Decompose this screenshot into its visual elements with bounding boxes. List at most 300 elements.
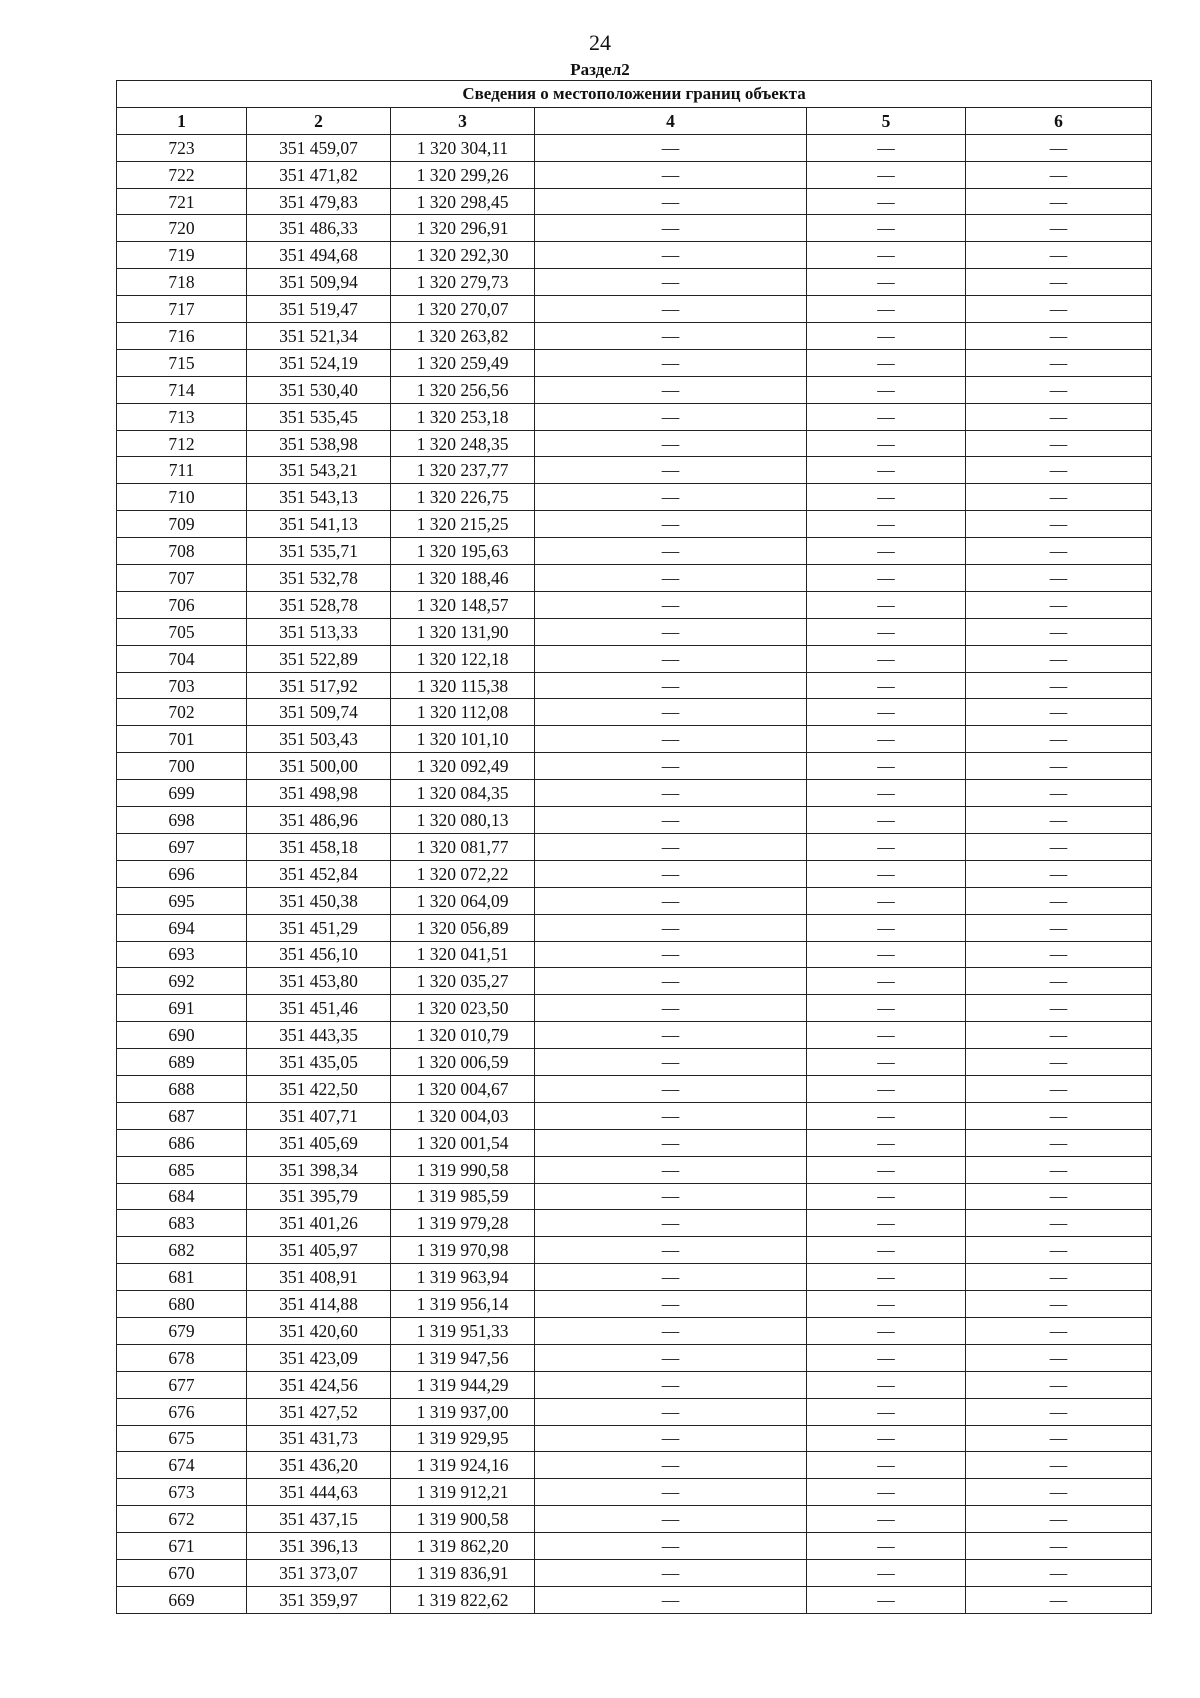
x-coordinate-cell: 351 535,45 [247, 403, 391, 430]
table-row [117, 941, 1152, 968]
x-coordinate-cell: 351 535,71 [247, 538, 391, 565]
column-6-cell: — [966, 269, 1152, 296]
x-coordinate-cell: 351 443,35 [247, 1022, 391, 1049]
table-row [117, 1049, 1152, 1076]
column-4-cell: — [535, 591, 807, 618]
point-number-cell: 699 [117, 780, 247, 807]
y-coordinate-cell: 1 320 299,26 [391, 161, 535, 188]
table-row [117, 1156, 1152, 1183]
point-number-cell: 679 [117, 1317, 247, 1344]
column-header: 1 [117, 107, 247, 134]
column-5-cell: — [807, 349, 966, 376]
column-5-cell: — [807, 1344, 966, 1371]
column-6-cell: — [966, 538, 1152, 565]
y-coordinate-cell: 1 319 947,56 [391, 1344, 535, 1371]
column-5-cell: — [807, 780, 966, 807]
point-number-cell: 689 [117, 1049, 247, 1076]
column-4-cell: — [535, 618, 807, 645]
column-5-cell: — [807, 323, 966, 350]
y-coordinate-cell: 1 319 985,59 [391, 1183, 535, 1210]
boundary-coordinates-table [116, 80, 1152, 1614]
x-coordinate-cell: 351 453,80 [247, 968, 391, 995]
column-5-cell: — [807, 726, 966, 753]
y-coordinate-cell: 1 319 924,16 [391, 1452, 535, 1479]
point-number-cell: 674 [117, 1452, 247, 1479]
x-coordinate-cell: 351 424,56 [247, 1371, 391, 1398]
y-coordinate-cell: 1 320 080,13 [391, 807, 535, 834]
x-coordinate-cell: 351 395,79 [247, 1183, 391, 1210]
y-coordinate-cell: 1 320 035,27 [391, 968, 535, 995]
point-number-cell: 716 [117, 323, 247, 350]
column-5-cell: — [807, 403, 966, 430]
point-number-cell: 722 [117, 161, 247, 188]
column-6-cell: — [966, 1183, 1152, 1210]
column-6-cell: — [966, 1049, 1152, 1076]
point-number-cell: 680 [117, 1291, 247, 1318]
column-4-cell: — [535, 914, 807, 941]
point-number-cell: 717 [117, 296, 247, 323]
column-6-cell: — [966, 161, 1152, 188]
column-5-cell: — [807, 1049, 966, 1076]
table-row [117, 1075, 1152, 1102]
y-coordinate-cell: 1 319 970,98 [391, 1237, 535, 1264]
x-coordinate-cell: 351 407,71 [247, 1102, 391, 1129]
column-5-cell: — [807, 1183, 966, 1210]
column-6-cell: — [966, 753, 1152, 780]
column-4-cell: — [535, 269, 807, 296]
point-number-cell: 714 [117, 376, 247, 403]
point-number-cell: 671 [117, 1533, 247, 1560]
column-4-cell: — [535, 403, 807, 430]
x-coordinate-cell: 351 494,68 [247, 242, 391, 269]
column-4-cell: — [535, 1559, 807, 1586]
table-row [117, 1022, 1152, 1049]
table-row [117, 1371, 1152, 1398]
point-number-cell: 676 [117, 1398, 247, 1425]
x-coordinate-cell: 351 437,15 [247, 1506, 391, 1533]
point-number-cell: 710 [117, 484, 247, 511]
column-6-cell: — [966, 1479, 1152, 1506]
x-coordinate-cell: 351 532,78 [247, 565, 391, 592]
table-row [117, 1129, 1152, 1156]
column-4-cell: — [535, 941, 807, 968]
table-row [117, 645, 1152, 672]
point-number-cell: 694 [117, 914, 247, 941]
table-row [117, 349, 1152, 376]
x-coordinate-cell: 351 486,33 [247, 215, 391, 242]
table-row [117, 699, 1152, 726]
x-coordinate-cell: 351 359,97 [247, 1586, 391, 1613]
y-coordinate-cell: 1 319 912,21 [391, 1479, 535, 1506]
column-4-cell: — [535, 780, 807, 807]
y-coordinate-cell: 1 320 006,59 [391, 1049, 535, 1076]
point-number-cell: 720 [117, 215, 247, 242]
column-6-cell: — [966, 1022, 1152, 1049]
column-4-cell: — [535, 242, 807, 269]
column-4-cell: — [535, 215, 807, 242]
point-number-cell: 705 [117, 618, 247, 645]
point-number-cell: 711 [117, 457, 247, 484]
y-coordinate-cell: 1 320 298,45 [391, 188, 535, 215]
column-5-cell: — [807, 645, 966, 672]
column-5-cell: — [807, 887, 966, 914]
column-6-cell: — [966, 1533, 1152, 1560]
column-5-cell: — [807, 1533, 966, 1560]
column-4-cell: — [535, 1291, 807, 1318]
point-number-cell: 685 [117, 1156, 247, 1183]
table-row [117, 726, 1152, 753]
table-row [117, 376, 1152, 403]
point-number-cell: 715 [117, 349, 247, 376]
table-row [117, 1183, 1152, 1210]
column-6-cell: — [966, 1506, 1152, 1533]
point-number-cell: 707 [117, 565, 247, 592]
column-header: 3 [391, 107, 535, 134]
column-5-cell: — [807, 1156, 966, 1183]
column-4-cell: — [535, 1075, 807, 1102]
table-row [117, 188, 1152, 215]
point-number-cell: 704 [117, 645, 247, 672]
column-4-cell: — [535, 1398, 807, 1425]
column-4-cell: — [535, 968, 807, 995]
point-number-cell: 672 [117, 1506, 247, 1533]
column-6-cell: — [966, 323, 1152, 350]
y-coordinate-cell: 1 320 270,07 [391, 296, 535, 323]
x-coordinate-cell: 351 509,74 [247, 699, 391, 726]
y-coordinate-cell: 1 320 023,50 [391, 995, 535, 1022]
point-number-cell: 697 [117, 833, 247, 860]
y-coordinate-cell: 1 320 148,57 [391, 591, 535, 618]
table-row [117, 1559, 1152, 1586]
column-4-cell: — [535, 1506, 807, 1533]
column-5-cell: — [807, 672, 966, 699]
point-number-cell: 713 [117, 403, 247, 430]
column-4-cell: — [535, 1129, 807, 1156]
y-coordinate-cell: 1 319 956,14 [391, 1291, 535, 1318]
column-4-cell: — [535, 1183, 807, 1210]
table-row [117, 1479, 1152, 1506]
column-6-cell: — [966, 1398, 1152, 1425]
y-coordinate-cell: 1 320 296,91 [391, 215, 535, 242]
x-coordinate-cell: 351 543,21 [247, 457, 391, 484]
table-row [117, 1586, 1152, 1613]
column-6-cell: — [966, 699, 1152, 726]
y-coordinate-cell: 1 320 112,08 [391, 699, 535, 726]
column-5-cell: — [807, 1075, 966, 1102]
table-row [117, 565, 1152, 592]
column-4-cell: — [535, 1102, 807, 1129]
column-4-cell: — [535, 1264, 807, 1291]
x-coordinate-cell: 351 435,05 [247, 1049, 391, 1076]
column-6-cell: — [966, 1371, 1152, 1398]
table-row [117, 591, 1152, 618]
y-coordinate-cell: 1 320 056,89 [391, 914, 535, 941]
y-coordinate-cell: 1 320 215,25 [391, 511, 535, 538]
point-number-cell: 723 [117, 134, 247, 161]
column-5-cell: — [807, 215, 966, 242]
point-number-cell: 700 [117, 753, 247, 780]
table-row [117, 269, 1152, 296]
y-coordinate-cell: 1 320 115,38 [391, 672, 535, 699]
column-6-cell: — [966, 618, 1152, 645]
column-4-cell: — [535, 1049, 807, 1076]
point-number-cell: 678 [117, 1344, 247, 1371]
column-6-cell: — [966, 645, 1152, 672]
table-row [117, 538, 1152, 565]
column-4-cell: — [535, 296, 807, 323]
y-coordinate-cell: 1 319 900,58 [391, 1506, 535, 1533]
point-number-cell: 675 [117, 1425, 247, 1452]
column-5-cell: — [807, 1022, 966, 1049]
column-4-cell: — [535, 538, 807, 565]
table-row [117, 780, 1152, 807]
x-coordinate-cell: 351 420,60 [247, 1317, 391, 1344]
x-coordinate-cell: 351 396,13 [247, 1533, 391, 1560]
point-number-cell: 690 [117, 1022, 247, 1049]
y-coordinate-cell: 1 320 259,49 [391, 349, 535, 376]
column-4-cell: — [535, 645, 807, 672]
column-4-cell: — [535, 1317, 807, 1344]
column-4-cell: — [535, 887, 807, 914]
column-5-cell: — [807, 565, 966, 592]
column-5-cell: — [807, 591, 966, 618]
column-4-cell: — [535, 430, 807, 457]
table-row [117, 914, 1152, 941]
x-coordinate-cell: 351 436,20 [247, 1452, 391, 1479]
column-6-cell: — [966, 1586, 1152, 1613]
y-coordinate-cell: 1 320 279,73 [391, 269, 535, 296]
x-coordinate-cell: 351 431,73 [247, 1425, 391, 1452]
point-number-cell: 695 [117, 887, 247, 914]
table-row [117, 1102, 1152, 1129]
point-number-cell: 691 [117, 995, 247, 1022]
point-number-cell: 712 [117, 430, 247, 457]
y-coordinate-cell: 1 320 041,51 [391, 941, 535, 968]
point-number-cell: 708 [117, 538, 247, 565]
point-number-cell: 673 [117, 1479, 247, 1506]
table-row [117, 1506, 1152, 1533]
y-coordinate-cell: 1 320 101,10 [391, 726, 535, 753]
section-title: Раздел2 [570, 60, 630, 79]
point-number-cell: 701 [117, 726, 247, 753]
x-coordinate-cell: 351 373,07 [247, 1559, 391, 1586]
column-4-cell: — [535, 323, 807, 350]
table-row [117, 1210, 1152, 1237]
x-coordinate-cell: 351 451,46 [247, 995, 391, 1022]
point-number-cell: 686 [117, 1129, 247, 1156]
table-row [117, 403, 1152, 430]
point-number-cell: 688 [117, 1075, 247, 1102]
y-coordinate-cell: 1 319 862,20 [391, 1533, 535, 1560]
column-4-cell: — [535, 161, 807, 188]
column-4-cell: — [535, 1344, 807, 1371]
column-6-cell: — [966, 807, 1152, 834]
column-6-cell: — [966, 941, 1152, 968]
y-coordinate-cell: 1 319 951,33 [391, 1317, 535, 1344]
column-4-cell: — [535, 1156, 807, 1183]
table-row [117, 134, 1152, 161]
point-number-cell: 718 [117, 269, 247, 296]
x-coordinate-cell: 351 398,34 [247, 1156, 391, 1183]
table-row [117, 1533, 1152, 1560]
column-6-cell: — [966, 430, 1152, 457]
column-5-cell: — [807, 511, 966, 538]
x-coordinate-cell: 351 509,94 [247, 269, 391, 296]
column-5-cell: — [807, 1559, 966, 1586]
column-6-cell: — [966, 672, 1152, 699]
column-header: 6 [966, 107, 1152, 134]
x-coordinate-cell: 351 423,09 [247, 1344, 391, 1371]
y-coordinate-cell: 1 320 010,79 [391, 1022, 535, 1049]
column-5-cell: — [807, 269, 966, 296]
column-4-cell: — [535, 511, 807, 538]
point-number-cell: 696 [117, 860, 247, 887]
point-number-cell: 698 [117, 807, 247, 834]
y-coordinate-cell: 1 320 092,49 [391, 753, 535, 780]
column-6-cell: — [966, 376, 1152, 403]
column-6-cell: — [966, 511, 1152, 538]
column-header: 2 [247, 107, 391, 134]
column-5-cell: — [807, 1479, 966, 1506]
point-number-cell: 709 [117, 511, 247, 538]
column-5-cell: — [807, 1452, 966, 1479]
y-coordinate-cell: 1 320 256,56 [391, 376, 535, 403]
column-5-cell: — [807, 538, 966, 565]
x-coordinate-cell: 351 503,43 [247, 726, 391, 753]
x-coordinate-cell: 351 422,50 [247, 1075, 391, 1102]
column-5-cell: — [807, 1398, 966, 1425]
column-6-cell: — [966, 215, 1152, 242]
column-4-cell: — [535, 860, 807, 887]
column-5-cell: — [807, 995, 966, 1022]
column-6-cell: — [966, 887, 1152, 914]
x-coordinate-cell: 351 517,92 [247, 672, 391, 699]
x-coordinate-cell: 351 451,29 [247, 914, 391, 941]
y-coordinate-cell: 1 319 990,58 [391, 1156, 535, 1183]
column-4-cell: — [535, 1022, 807, 1049]
column-5-cell: — [807, 457, 966, 484]
column-5-cell: — [807, 1506, 966, 1533]
column-4-cell: — [535, 1586, 807, 1613]
table-row [117, 296, 1152, 323]
x-coordinate-cell: 351 401,26 [247, 1210, 391, 1237]
y-coordinate-cell: 1 320 001,54 [391, 1129, 535, 1156]
column-4-cell: — [535, 672, 807, 699]
column-5-cell: — [807, 941, 966, 968]
x-coordinate-cell: 351 452,84 [247, 860, 391, 887]
table-row [117, 1425, 1152, 1452]
column-6-cell: — [966, 242, 1152, 269]
x-coordinate-cell: 351 538,98 [247, 430, 391, 457]
column-5-cell: — [807, 1586, 966, 1613]
x-coordinate-cell: 351 498,98 [247, 780, 391, 807]
y-coordinate-cell: 1 320 064,09 [391, 887, 535, 914]
column-6-cell: — [966, 1452, 1152, 1479]
column-5-cell: — [807, 1102, 966, 1129]
x-coordinate-cell: 351 543,13 [247, 484, 391, 511]
table-row [117, 833, 1152, 860]
point-number-cell: 670 [117, 1559, 247, 1586]
column-5-cell: — [807, 484, 966, 511]
y-coordinate-cell: 1 320 084,35 [391, 780, 535, 807]
column-4-cell: — [535, 1210, 807, 1237]
x-coordinate-cell: 351 450,38 [247, 887, 391, 914]
column-header-row [117, 107, 1152, 134]
column-4-cell: — [535, 1425, 807, 1452]
point-number-cell: 677 [117, 1371, 247, 1398]
column-4-cell: — [535, 753, 807, 780]
table-row [117, 242, 1152, 269]
column-4-cell: — [535, 457, 807, 484]
y-coordinate-cell: 1 320 004,03 [391, 1102, 535, 1129]
column-5-cell: — [807, 188, 966, 215]
y-coordinate-cell: 1 319 963,94 [391, 1264, 535, 1291]
x-coordinate-cell: 351 405,97 [247, 1237, 391, 1264]
table-row [117, 860, 1152, 887]
x-coordinate-cell: 351 479,83 [247, 188, 391, 215]
point-number-cell: 706 [117, 591, 247, 618]
point-number-cell: 719 [117, 242, 247, 269]
column-6-cell: — [966, 403, 1152, 430]
y-coordinate-cell: 1 320 131,90 [391, 618, 535, 645]
column-5-cell: — [807, 242, 966, 269]
column-5-cell: — [807, 430, 966, 457]
table-row [117, 618, 1152, 645]
column-4-cell: — [535, 134, 807, 161]
column-5-cell: — [807, 699, 966, 726]
table-row [117, 1237, 1152, 1264]
column-6-cell: — [966, 780, 1152, 807]
column-4-cell: — [535, 565, 807, 592]
y-coordinate-cell: 1 320 226,75 [391, 484, 535, 511]
y-coordinate-cell: 1 319 937,00 [391, 1398, 535, 1425]
table-row [117, 511, 1152, 538]
column-4-cell: — [535, 376, 807, 403]
y-coordinate-cell: 1 320 263,82 [391, 323, 535, 350]
x-coordinate-cell: 351 405,69 [247, 1129, 391, 1156]
column-5-cell: — [807, 1371, 966, 1398]
x-coordinate-cell: 351 471,82 [247, 161, 391, 188]
column-5-cell: — [807, 1317, 966, 1344]
column-4-cell: — [535, 1371, 807, 1398]
point-number-cell: 692 [117, 968, 247, 995]
table-row [117, 995, 1152, 1022]
x-coordinate-cell: 351 541,13 [247, 511, 391, 538]
point-number-cell: 721 [117, 188, 247, 215]
table-body [117, 134, 1152, 1613]
column-6-cell: — [966, 1425, 1152, 1452]
column-4-cell: — [535, 726, 807, 753]
column-4-cell: — [535, 349, 807, 376]
y-coordinate-cell: 1 320 304,11 [391, 134, 535, 161]
column-5-cell: — [807, 807, 966, 834]
table-row [117, 161, 1152, 188]
table-row [117, 430, 1152, 457]
column-6-cell: — [966, 1291, 1152, 1318]
column-6-cell: — [966, 296, 1152, 323]
x-coordinate-cell: 351 522,89 [247, 645, 391, 672]
column-5-cell: — [807, 914, 966, 941]
column-5-cell: — [807, 1291, 966, 1318]
table-row [117, 323, 1152, 350]
y-coordinate-cell: 1 319 929,95 [391, 1425, 535, 1452]
point-number-cell: 703 [117, 672, 247, 699]
column-4-cell: — [535, 1237, 807, 1264]
point-number-cell: 684 [117, 1183, 247, 1210]
table-row [117, 968, 1152, 995]
x-coordinate-cell: 351 458,18 [247, 833, 391, 860]
column-4-cell: — [535, 995, 807, 1022]
